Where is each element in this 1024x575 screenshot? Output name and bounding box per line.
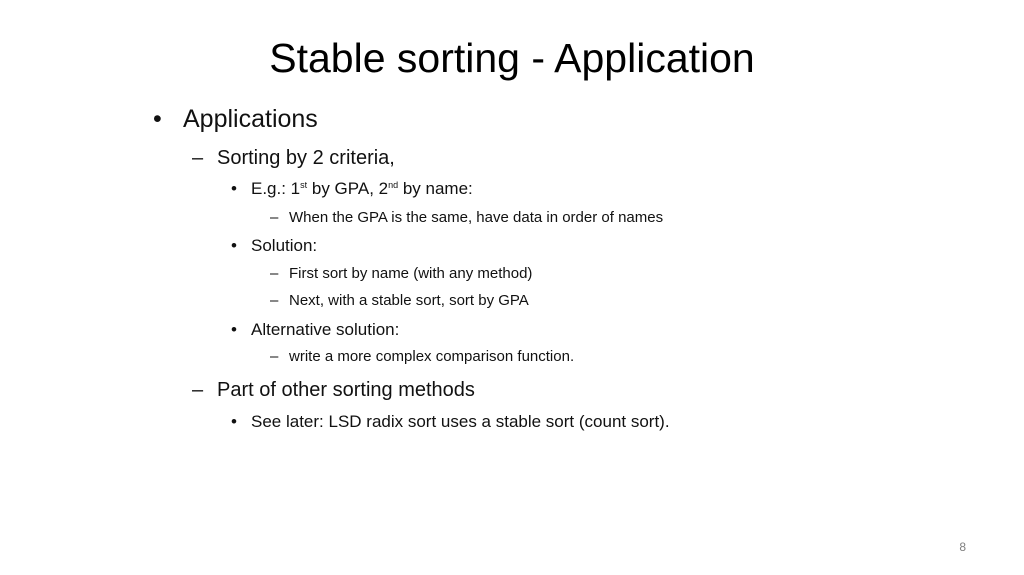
bullet-next-sort: Next, with a stable sort, sort by GPA <box>289 292 529 309</box>
example-superscript-st: st <box>300 180 308 190</box>
bullet-example <box>251 178 473 200</box>
bullet-dash-marker: – <box>270 209 279 226</box>
example-prefix: E.g.: 1 <box>251 179 301 198</box>
bullet-dash-marker: – <box>270 292 279 309</box>
bullet-dot-marker: • <box>231 320 237 339</box>
example-middle: by GPA, 2 <box>307 179 389 198</box>
bullet-dot-marker: • <box>231 179 237 198</box>
bullet-alternative-solution: Alternative solution: <box>251 320 400 339</box>
bullet-dot-marker: • <box>231 412 237 431</box>
bullet-see-later: See later: LSD radix sort uses a stable sort (count sort). <box>251 412 670 431</box>
bullet-applications: Applications <box>183 105 318 133</box>
bullet-dash-marker: – <box>270 348 279 365</box>
bullet-dash-marker: – <box>270 265 279 282</box>
bullet-dash-marker: – <box>192 379 204 401</box>
bullet-solution: Solution: <box>251 236 318 255</box>
bullet-dot-marker: • <box>153 105 162 133</box>
page-number: 8 <box>959 540 966 554</box>
bullet-dot-marker: • <box>231 236 237 255</box>
bullet-sorting-by-criteria: Sorting by 2 criteria, <box>217 147 395 169</box>
bullet-gpa-same: When the GPA is the same, have data in order of names <box>289 209 664 226</box>
bullet-dash-marker: – <box>192 147 204 169</box>
bullet-complex-comparison: write a more complex comparison function. <box>289 348 575 365</box>
slide-title: Stable sorting - Application <box>269 35 755 81</box>
bullet-part-of-other: Part of other sorting methods <box>217 379 475 401</box>
example-superscript-nd: nd <box>388 180 399 190</box>
bullet-first-sort: First sort by name (with any method) <box>289 265 533 282</box>
example-suffix: by name: <box>398 179 473 198</box>
